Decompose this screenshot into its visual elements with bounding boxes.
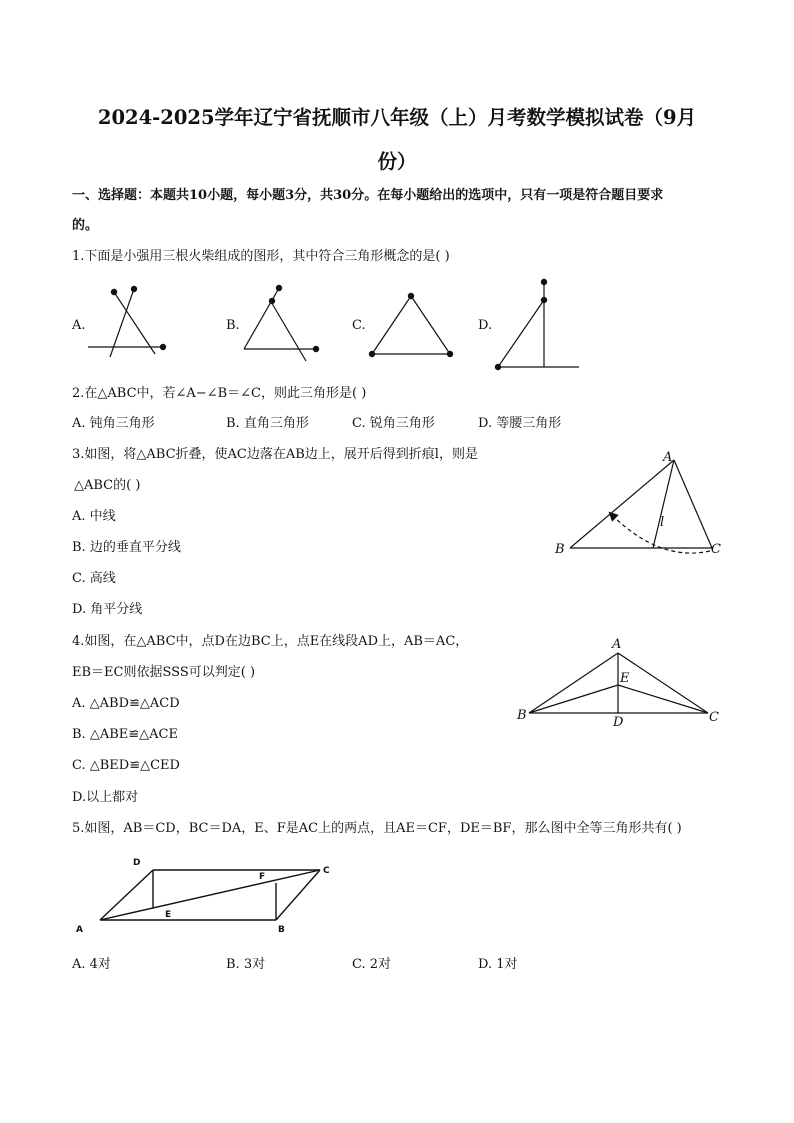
q5-option-b: B. 3对 xyxy=(226,957,266,972)
q5-option-d: D. 1对 xyxy=(478,957,518,972)
q1-stem: 1.下面是小强用三根火柴组成的图形，其中符合三角形概念的是( ) xyxy=(72,249,450,264)
q3-option-b: B. 边的垂直平分线 xyxy=(72,540,181,555)
q2-option-b: B. 直角三角形 xyxy=(226,416,309,431)
q4-option-c: C. △BED≌△CED xyxy=(72,758,180,773)
q3-label-l: l xyxy=(660,515,665,530)
q3-label-a: A xyxy=(663,450,673,465)
q3-stem-line-1: 3.如图，将△ABC折叠，使AC边落在AB边上，展开后得到折痕l，则是 xyxy=(72,447,478,462)
q4-option-d: D.以上都对 xyxy=(72,790,139,805)
q5-label-f: F xyxy=(259,872,266,882)
q1-option-d: D. xyxy=(478,318,493,333)
q1-option-c: C. xyxy=(352,318,366,333)
q5-label-a: A xyxy=(76,925,83,935)
q3-label-c: C xyxy=(711,542,721,557)
q1-option-b: B. xyxy=(226,318,240,333)
q3-option-c: C. 高线 xyxy=(72,571,116,586)
q4-label-b: B xyxy=(517,708,527,723)
q5-label-e: E xyxy=(165,910,172,920)
q2-option-c: C. 锐角三角形 xyxy=(352,416,435,431)
q2-option-d: D. 等腰三角形 xyxy=(478,416,562,431)
title-line-2: 份） xyxy=(377,150,417,173)
q3-stem-line-2: △ABC的( ) xyxy=(74,478,141,493)
q4-option-a: A. △ABD≌△ACD xyxy=(72,696,180,711)
q4-label-a: A xyxy=(612,637,622,652)
q5-stem: 5.如图，AB＝CD，BC＝DA，E、F是AC上的两点，且AE＝CF，DE＝BF，那么图中全等三角形共有( ) xyxy=(72,821,682,836)
q4-option-b: B. △ABE≌△ACE xyxy=(72,727,178,742)
q4-label-c: C xyxy=(709,710,719,725)
q1-option-a: A. xyxy=(72,318,86,333)
q5-option-a: A. 4对 xyxy=(72,957,111,972)
q3-option-d: D. 角平分线 xyxy=(72,602,143,617)
section-heading-line-2: 的。 xyxy=(72,218,99,233)
q3-option-a: A. 中线 xyxy=(72,509,116,524)
q2-stem: 2.在△ABC中，若∠A−∠B＝∠C，则此三角形是( ) xyxy=(72,386,367,401)
title-line-1: 2024-2025学年辽宁省抚顺市八年级（上）月考数学模拟试卷（9月 xyxy=(97,106,697,129)
q4-stem-line-2: EB＝EC则依据SSS可以判定( ) xyxy=(72,665,256,680)
q5-option-c: C. 2对 xyxy=(352,957,392,972)
q5-label-c: C xyxy=(323,866,330,876)
section-heading-line-1: 一、选择题：本题共10小题，每小题3分，共30分。在每小题给出的选项中，只有一项是符合题目要求 xyxy=(72,188,664,203)
q3-label-b: B xyxy=(555,542,565,557)
q2-option-a: A. 钝角三角形 xyxy=(72,416,155,431)
q4-label-e: E xyxy=(620,671,630,686)
q5-label-d: D xyxy=(133,858,141,868)
q4-label-d: D xyxy=(613,715,624,730)
q5-label-b: B xyxy=(278,925,285,935)
q4-stem-line-1: 4.如图，在△ABC中，点D在边BC上，点E在线段AD上，AB＝AC， xyxy=(72,634,469,649)
